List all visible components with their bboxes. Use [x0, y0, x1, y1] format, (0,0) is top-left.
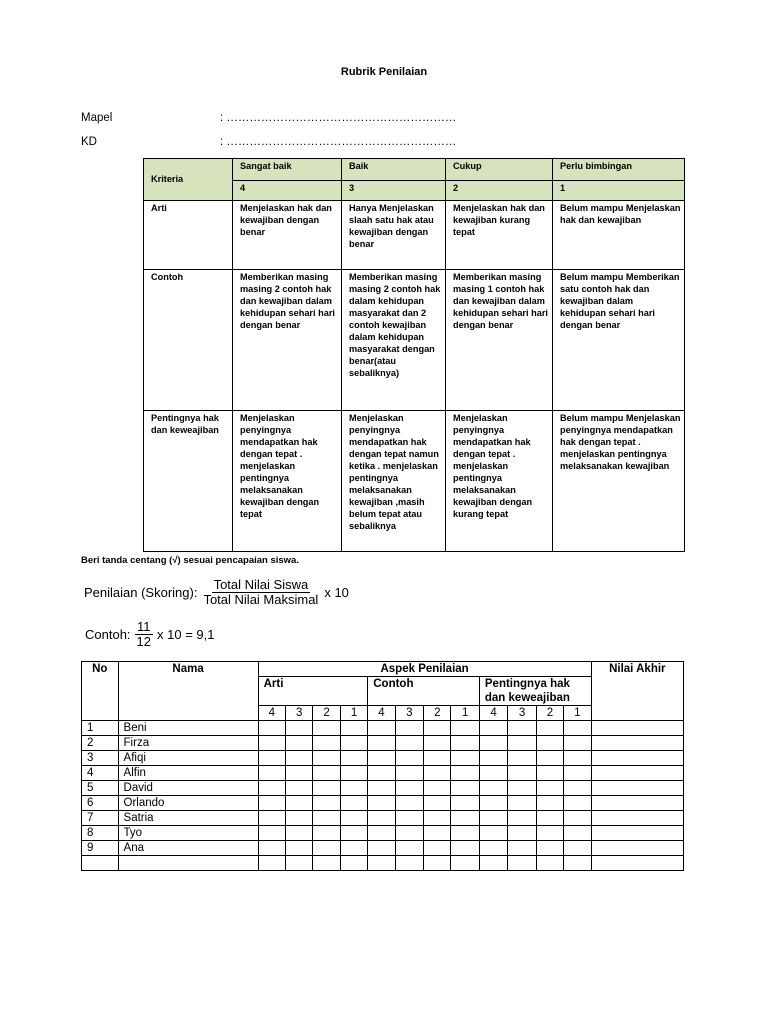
- score-checkbox-cell[interactable]: [424, 841, 451, 856]
- rubric-level-score: 4: [233, 181, 342, 201]
- student-no: 5: [82, 781, 119, 796]
- formula-multiplier: x 10: [324, 585, 349, 600]
- score-checkbox-cell[interactable]: [536, 751, 563, 766]
- rubric-level-name: Perlu bimbingan: [553, 159, 685, 181]
- score-checkbox-cell[interactable]: [424, 721, 451, 736]
- score-checkbox-cell[interactable]: [368, 751, 395, 766]
- table-row: [82, 826, 684, 841]
- score-checkbox-cell[interactable]: [368, 766, 395, 781]
- score-level: 2: [424, 706, 451, 721]
- score-checkbox-cell[interactable]: [479, 766, 507, 781]
- score-level: 4: [368, 706, 395, 721]
- example-label: Contoh:: [85, 627, 131, 642]
- score-name-header: Nama: [118, 662, 258, 721]
- score-checkbox-cell[interactable]: [424, 811, 451, 826]
- score-checkbox-cell[interactable]: [340, 766, 367, 781]
- rubric-criterion: Pentingnya hak dan keweajiban: [144, 411, 233, 552]
- score-checkbox-cell[interactable]: [564, 751, 591, 766]
- score-checkbox-cell[interactable]: [395, 841, 423, 856]
- table-row: [82, 796, 684, 811]
- score-checkbox-cell[interactable]: [340, 736, 367, 751]
- score-final-header: Nilai Akhir: [591, 662, 683, 721]
- rubric-cell: Belum mampu Memberikan satu contoh hak dan kewajiban dalam kehidupan sehari hari dengan benar: [553, 270, 685, 411]
- score-checkbox-cell[interactable]: [508, 781, 536, 796]
- rubric-level-score: 2: [446, 181, 553, 201]
- score-checkbox-cell[interactable]: [286, 751, 313, 766]
- score-checkbox-cell[interactable]: [508, 721, 536, 736]
- score-checkbox-cell[interactable]: [313, 796, 340, 811]
- score-level: 4: [479, 706, 507, 721]
- field-value: : ……………………………………………………: [220, 136, 457, 148]
- score-no-header: No: [82, 662, 119, 721]
- score-checkbox-cell[interactable]: [395, 736, 423, 751]
- rubric-cell: Memberikan masing masing 1 contoh hak dan kewajiban dalam kehidupan sehari hari dengan benar: [446, 270, 553, 411]
- score-checkbox-cell[interactable]: [424, 826, 451, 841]
- rubric-level-name: Sangat baik: [233, 159, 342, 181]
- score-checkbox-cell[interactable]: [451, 841, 479, 856]
- final-score-cell[interactable]: [591, 736, 683, 751]
- rubric-cell: Menjelaskan hak dan kewajiban kurang tepat: [446, 201, 553, 270]
- score-checkbox-cell[interactable]: [479, 781, 507, 796]
- score-checkbox-cell[interactable]: [286, 841, 313, 856]
- score-checkbox-cell[interactable]: [340, 751, 367, 766]
- score-checkbox-cell[interactable]: [313, 721, 340, 736]
- field-label: KD: [81, 136, 97, 148]
- rubric-row-arti: [144, 201, 685, 270]
- score-checkbox-cell[interactable]: [286, 736, 313, 751]
- aspect-arti: Arti: [258, 677, 368, 706]
- student-name: Orlando: [118, 796, 258, 811]
- score-checkbox-cell[interactable]: [479, 736, 507, 751]
- score-checkbox-cell[interactable]: [479, 751, 507, 766]
- score-checkbox-cell[interactable]: [286, 781, 313, 796]
- score-checkbox-cell[interactable]: [536, 841, 563, 856]
- score-checkbox-cell[interactable]: [258, 796, 285, 811]
- score-checkbox-cell[interactable]: [564, 811, 591, 826]
- rubric-criterion: Contoh: [144, 270, 233, 411]
- score-checkbox-cell[interactable]: [395, 811, 423, 826]
- score-checkbox-cell[interactable]: [479, 796, 507, 811]
- student-name: Satria: [118, 811, 258, 826]
- final-score-cell[interactable]: [591, 721, 683, 736]
- document-title: Rubrik Penilaian: [340, 66, 428, 78]
- student-no: 7: [82, 811, 119, 826]
- student-no: 4: [82, 766, 119, 781]
- score-checkbox-cell[interactable]: [508, 766, 536, 781]
- table-row: [82, 811, 684, 826]
- score-checkbox-cell[interactable]: [258, 781, 285, 796]
- score-checkbox-cell[interactable]: [286, 811, 313, 826]
- score-checkbox-cell[interactable]: [536, 811, 563, 826]
- score-checkbox-cell[interactable]: [564, 826, 591, 841]
- score-checkbox-cell[interactable]: [564, 796, 591, 811]
- score-checkbox-cell[interactable]: [508, 796, 536, 811]
- score-checkbox-cell[interactable]: [368, 781, 395, 796]
- final-score-cell[interactable]: [591, 751, 683, 766]
- score-checkbox-cell[interactable]: [536, 766, 563, 781]
- score-level: 3: [508, 706, 536, 721]
- rubric-row-pentingnya: [144, 411, 685, 552]
- formula-label: Penilaian (Skoring):: [84, 585, 198, 600]
- score-checkbox-cell[interactable]: [340, 721, 367, 736]
- score-checkbox-cell[interactable]: [479, 856, 507, 871]
- score-checkbox-cell[interactable]: [395, 766, 423, 781]
- score-checkbox-cell[interactable]: [508, 841, 536, 856]
- final-score-cell[interactable]: [591, 796, 683, 811]
- score-checkbox-cell[interactable]: [313, 826, 340, 841]
- rubric-cell: Memberikan masing masing 2 contoh hak dalam kehidupan masyarakat dan 2 contoh kewajiban dalam kehidupan masyarakat dengan benar(atau sebaliknya): [342, 270, 446, 411]
- score-checkbox-cell[interactable]: [340, 856, 367, 871]
- rubric-table: [143, 158, 685, 552]
- score-checkbox-cell[interactable]: [395, 796, 423, 811]
- score-checkbox-cell[interactable]: [536, 826, 563, 841]
- student-name: David: [118, 781, 258, 796]
- rubric-criteria-header: Kriteria: [144, 159, 233, 201]
- score-checkbox-cell[interactable]: [424, 796, 451, 811]
- student-name: Ana: [118, 841, 258, 856]
- score-checkbox-cell[interactable]: [313, 736, 340, 751]
- score-checkbox-cell[interactable]: [508, 736, 536, 751]
- score-checkbox-cell[interactable]: [424, 751, 451, 766]
- score-level: 1: [564, 706, 591, 721]
- score-checkbox-cell[interactable]: [313, 751, 340, 766]
- final-score-cell[interactable]: [591, 811, 683, 826]
- score-checkbox-cell[interactable]: [564, 856, 591, 871]
- scoring-formula: [84, 578, 349, 607]
- score-checkbox-cell[interactable]: [479, 841, 507, 856]
- score-checkbox-cell[interactable]: [340, 796, 367, 811]
- table-row: [82, 721, 684, 736]
- student-no: 3: [82, 751, 119, 766]
- score-checkbox-cell[interactable]: [368, 856, 395, 871]
- score-checkbox-cell[interactable]: [451, 826, 479, 841]
- score-checkbox-cell[interactable]: [258, 841, 285, 856]
- score-checkbox-cell[interactable]: [536, 736, 563, 751]
- score-checkbox-cell[interactable]: [451, 811, 479, 826]
- rubric-level-score: 3: [342, 181, 446, 201]
- score-checkbox-cell[interactable]: [564, 766, 591, 781]
- score-checkbox-cell[interactable]: [258, 811, 285, 826]
- student-no: 6: [82, 796, 119, 811]
- student-no: [82, 856, 119, 871]
- score-checkbox-cell[interactable]: [508, 811, 536, 826]
- score-checkbox-cell[interactable]: [536, 856, 563, 871]
- score-checkbox-cell[interactable]: [258, 766, 285, 781]
- score-checkbox-cell[interactable]: [368, 826, 395, 841]
- score-checkbox-cell[interactable]: [451, 736, 479, 751]
- final-score-cell[interactable]: [591, 841, 683, 856]
- instruction-note: Beri tanda centang (√) sesuai pencapaian siswa.: [81, 555, 299, 566]
- student-name: Afiqi: [118, 751, 258, 766]
- score-checkbox-cell[interactable]: [536, 721, 563, 736]
- score-checkbox-cell[interactable]: [258, 736, 285, 751]
- rubric-cell: Memberikan masing masing 2 contoh hak dan kewajiban dalam kehidupan sehari hari dengan benar: [233, 270, 342, 411]
- student-name: Alfin: [118, 766, 258, 781]
- score-checkbox-cell[interactable]: [395, 751, 423, 766]
- score-checkbox-cell[interactable]: [479, 721, 507, 736]
- final-score-cell[interactable]: [591, 826, 683, 841]
- table-row: [82, 841, 684, 856]
- score-checkbox-cell[interactable]: [313, 781, 340, 796]
- rubric-cell: Belum mampu Menjelaskan hak dan kewajiban: [553, 201, 685, 270]
- formula-numerator: Total Nilai Siswa: [213, 577, 309, 592]
- student-name: Firza: [118, 736, 258, 751]
- score-checkbox-cell[interactable]: [564, 841, 591, 856]
- aspect-pentingnya: Pentingnya hak dan keweajiban: [479, 677, 591, 706]
- table-row: [82, 766, 684, 781]
- score-checkbox-cell[interactable]: [536, 781, 563, 796]
- score-checkbox-cell[interactable]: [395, 856, 423, 871]
- score-level: 2: [536, 706, 563, 721]
- rubric-cell: Menjelaskan hak dan kewajiban dengan benar: [233, 201, 342, 270]
- score-checkbox-cell[interactable]: [479, 811, 507, 826]
- rubric-level-score: 1: [553, 181, 685, 201]
- score-level: 1: [451, 706, 479, 721]
- score-aspect-header: Aspek Penilaian: [258, 662, 591, 677]
- score-checkbox-cell[interactable]: [340, 826, 367, 841]
- example-numerator: 11: [137, 619, 151, 634]
- score-checkbox-cell[interactable]: [368, 841, 395, 856]
- rubric-level-name: Baik: [342, 159, 446, 181]
- table-row: [82, 751, 684, 766]
- student-no: 2: [82, 736, 119, 751]
- score-checkbox-cell[interactable]: [286, 766, 313, 781]
- score-checkbox-cell[interactable]: [564, 781, 591, 796]
- score-checkbox-cell[interactable]: [451, 856, 479, 871]
- score-level: 3: [395, 706, 423, 721]
- score-checkbox-cell[interactable]: [564, 721, 591, 736]
- score-checkbox-cell[interactable]: [286, 856, 313, 871]
- score-level: 2: [313, 706, 340, 721]
- score-checkbox-cell[interactable]: [258, 751, 285, 766]
- score-checkbox-cell[interactable]: [508, 826, 536, 841]
- score-checkbox-cell[interactable]: [536, 796, 563, 811]
- table-row: [82, 736, 684, 751]
- score-checkbox-cell[interactable]: [395, 781, 423, 796]
- score-checkbox-cell[interactable]: [340, 781, 367, 796]
- score-checkbox-cell[interactable]: [368, 736, 395, 751]
- table-row: [82, 856, 684, 871]
- score-checkbox-cell[interactable]: [564, 736, 591, 751]
- student-name: Beni: [118, 721, 258, 736]
- score-checkbox-cell[interactable]: [451, 751, 479, 766]
- score-checkbox-cell[interactable]: [451, 781, 479, 796]
- rubric-cell: Belum mampu Menjelaskan penyingnya mendapatkan hak dengan tepat . menjelaskan pentingnya melaksanakan kewajiban: [553, 411, 685, 552]
- score-checkbox-cell[interactable]: [258, 826, 285, 841]
- score-checkbox-cell[interactable]: [313, 811, 340, 826]
- final-score-cell[interactable]: [591, 766, 683, 781]
- rubric-row-contoh: [144, 270, 685, 411]
- score-level: 4: [258, 706, 285, 721]
- example-denominator: 12: [136, 634, 152, 649]
- score-level: 1: [340, 706, 367, 721]
- score-checkbox-cell[interactable]: [508, 856, 536, 871]
- rubric-cell: Menjelaskan penyingnya mendapatkan hak dengan tepat . menjelaskan pentingnya melaksanakan kewajiban dengan kurang tepat: [446, 411, 553, 552]
- example-fraction: [135, 620, 153, 649]
- score-checkbox-cell[interactable]: [451, 796, 479, 811]
- rubric-cell: Menjelaskan penyingnya mendapatkan hak dengan tepat . menjelaskan pentingnya melaksanakan kewajiban dengan tepat: [233, 411, 342, 552]
- score-checkbox-cell[interactable]: [424, 736, 451, 751]
- score-checkbox-cell[interactable]: [340, 841, 367, 856]
- score-checkbox-cell[interactable]: [258, 721, 285, 736]
- final-score-cell[interactable]: [591, 856, 683, 871]
- score-checkbox-cell[interactable]: [313, 856, 340, 871]
- final-score-cell[interactable]: [591, 781, 683, 796]
- scoring-example: [85, 620, 214, 649]
- score-checkbox-cell[interactable]: [424, 766, 451, 781]
- score-table: [81, 661, 684, 871]
- score-checkbox-cell[interactable]: [508, 751, 536, 766]
- score-checkbox-cell[interactable]: [451, 721, 479, 736]
- formula-denominator: Total Nilai Maksimal: [203, 592, 319, 607]
- score-checkbox-cell[interactable]: [368, 721, 395, 736]
- rubric-cell: Menjelaskan penyingnya mendapatkan hak dengan tepat namun ketika . menjelaskan pentingnya melaksanakan kewajiban ,masih belum tepat atau sebaliknya: [342, 411, 446, 552]
- score-checkbox-cell[interactable]: [368, 811, 395, 826]
- score-level: 3: [286, 706, 313, 721]
- score-checkbox-cell[interactable]: [286, 826, 313, 841]
- student-no: 9: [82, 841, 119, 856]
- score-checkbox-cell[interactable]: [313, 841, 340, 856]
- score-checkbox-cell[interactable]: [395, 826, 423, 841]
- score-checkbox-cell[interactable]: [286, 796, 313, 811]
- rubric-cell: Hanya Menjelaskan slaah satu hak atau kewajiban dengan benar: [342, 201, 446, 270]
- score-checkbox-cell[interactable]: [479, 826, 507, 841]
- formula-fraction: [201, 578, 320, 607]
- student-name: Tyo: [118, 826, 258, 841]
- score-checkbox-cell[interactable]: [340, 811, 367, 826]
- student-no: 1: [82, 721, 119, 736]
- student-name: [118, 856, 258, 871]
- student-no: 8: [82, 826, 119, 841]
- score-checkbox-cell[interactable]: [286, 721, 313, 736]
- rubric-level-name: Cukup: [446, 159, 553, 181]
- rubric-criterion: Arti: [144, 201, 233, 270]
- example-result: x 10 = 9,1: [157, 627, 215, 642]
- student-rows: [82, 721, 684, 871]
- score-checkbox-cell[interactable]: [424, 856, 451, 871]
- field-label: Mapel: [81, 112, 113, 124]
- field-value: : ……………………………………………………: [220, 112, 457, 124]
- score-checkbox-cell[interactable]: [258, 856, 285, 871]
- table-row: [82, 781, 684, 796]
- score-checkbox-cell[interactable]: [451, 766, 479, 781]
- score-checkbox-cell[interactable]: [424, 781, 451, 796]
- score-checkbox-cell[interactable]: [368, 796, 395, 811]
- score-checkbox-cell[interactable]: [395, 721, 423, 736]
- score-checkbox-cell[interactable]: [313, 766, 340, 781]
- aspect-contoh: Contoh: [368, 677, 480, 706]
